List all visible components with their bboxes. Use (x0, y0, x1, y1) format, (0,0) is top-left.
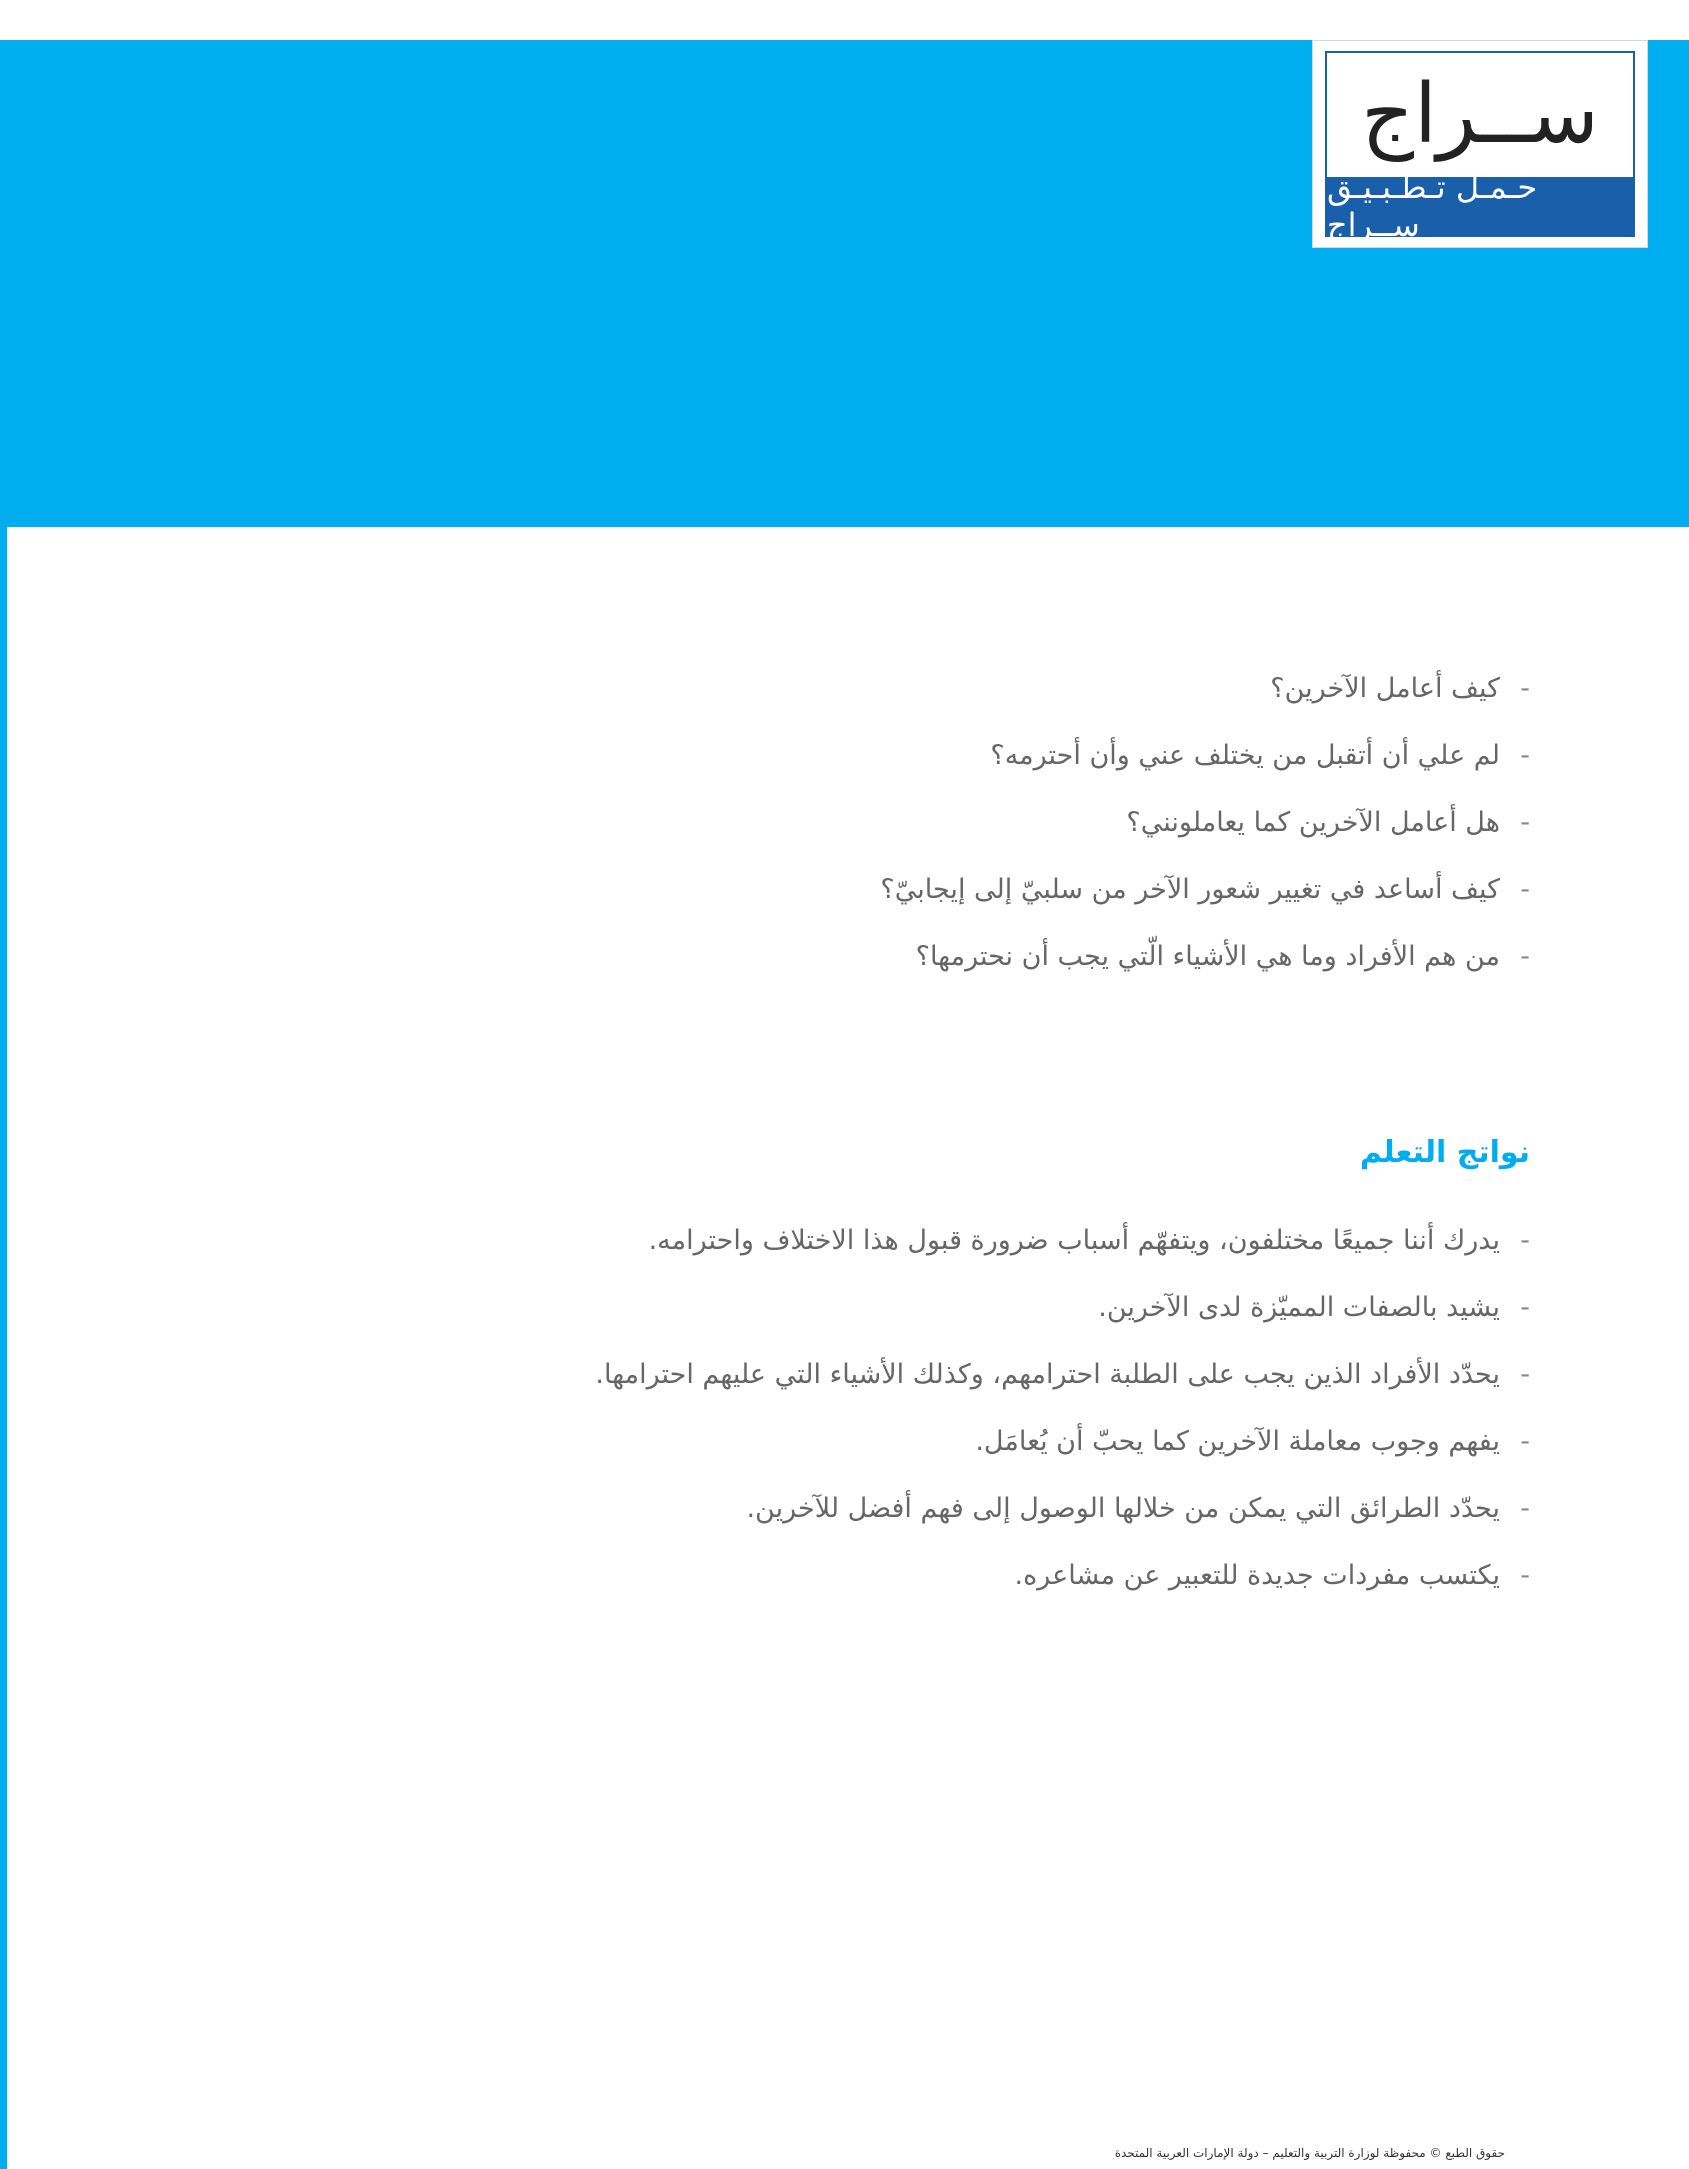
top-margin (0, 0, 1689, 40)
outcome-text: يكتسب مفردات جديدة للتعبير عن مشاعره. (1014, 1560, 1500, 1591)
copyright-footer: حقوق الطبع © محفوظة لوزارة التربية والتعليم – دولة الإمارات العربية المتحدة (1114, 2146, 1505, 2160)
questions-list (540, 660, 1530, 995)
question-text: من هم الأفراد وما هي الأشياء الّتي يجب أن نحترمها؟ (915, 941, 1500, 972)
question-text: لم علي أن أتقبل من يختلف عني وأن أحترمه؟ (990, 740, 1500, 771)
dash-bullet: - (1520, 807, 1530, 838)
list-item (540, 1279, 1530, 1346)
dash-bullet: - (1520, 874, 1530, 905)
list-item (540, 1547, 1530, 1614)
siraj-logo-tagline: حـمـل تـطـبـيـق ســراج (1327, 177, 1633, 235)
list-item (540, 1413, 1530, 1480)
outcome-text: يدرك أننا جميعًا مختلفون، ويتفهّم أسباب ضرورة قبول هذا الاختلاف واحترامه. (648, 1225, 1500, 1256)
outcome-text: يحدّد الطرائق التي يمكن من خلالها الوصول إلى فهم أفضل للآخرين. (746, 1493, 1500, 1524)
outcomes-title: نواتج التعلم (1359, 1135, 1530, 1170)
outcome-text: يفهم وجوب معاملة الآخرين كما يحبّ أن يُعامَل. (975, 1426, 1500, 1457)
dash-bullet: - (1520, 941, 1530, 972)
siraj-logo-frame (1325, 51, 1635, 244)
dash-bullet: - (1520, 1426, 1530, 1457)
question-text: كيف أعامل الآخرين؟ (1270, 673, 1500, 704)
siraj-logo[interactable] (1312, 40, 1648, 248)
siraj-logo-word: ســراج (1361, 66, 1599, 162)
outcomes-list (540, 1212, 1530, 1614)
question-text: كيف أساعد في تغيير شعور الآخر من سلبيّ إلى إيجابيّ؟ (880, 874, 1500, 905)
dash-bullet: - (1520, 1359, 1530, 1390)
questions-section (540, 660, 1530, 995)
list-item (540, 660, 1530, 727)
list-item (540, 928, 1530, 995)
question-text: هل أعامل الآخرين كما يعاملونني؟ (1126, 807, 1500, 838)
dash-bullet: - (1520, 1225, 1530, 1256)
dash-bullet: - (1520, 740, 1530, 771)
outcomes-section (540, 1106, 1530, 1614)
list-item (540, 1346, 1530, 1413)
outcome-text: يشيد بالصفات المميّزة لدى الآخرين. (1098, 1292, 1500, 1323)
list-item (540, 1212, 1530, 1279)
list-item (540, 794, 1530, 861)
dash-bullet: - (1520, 1560, 1530, 1591)
dash-bullet: - (1520, 673, 1530, 704)
side-stripe (0, 527, 7, 2169)
list-item (540, 861, 1530, 928)
outcome-text: يحدّد الأفراد الذين يجب على الطلبة احترامهم، وكذلك الأشياء التي عليهم احترامها. (595, 1359, 1500, 1390)
dash-bullet: - (1520, 1292, 1530, 1323)
dash-bullet: - (1520, 1493, 1530, 1524)
list-item (540, 1480, 1530, 1547)
list-item (540, 727, 1530, 794)
